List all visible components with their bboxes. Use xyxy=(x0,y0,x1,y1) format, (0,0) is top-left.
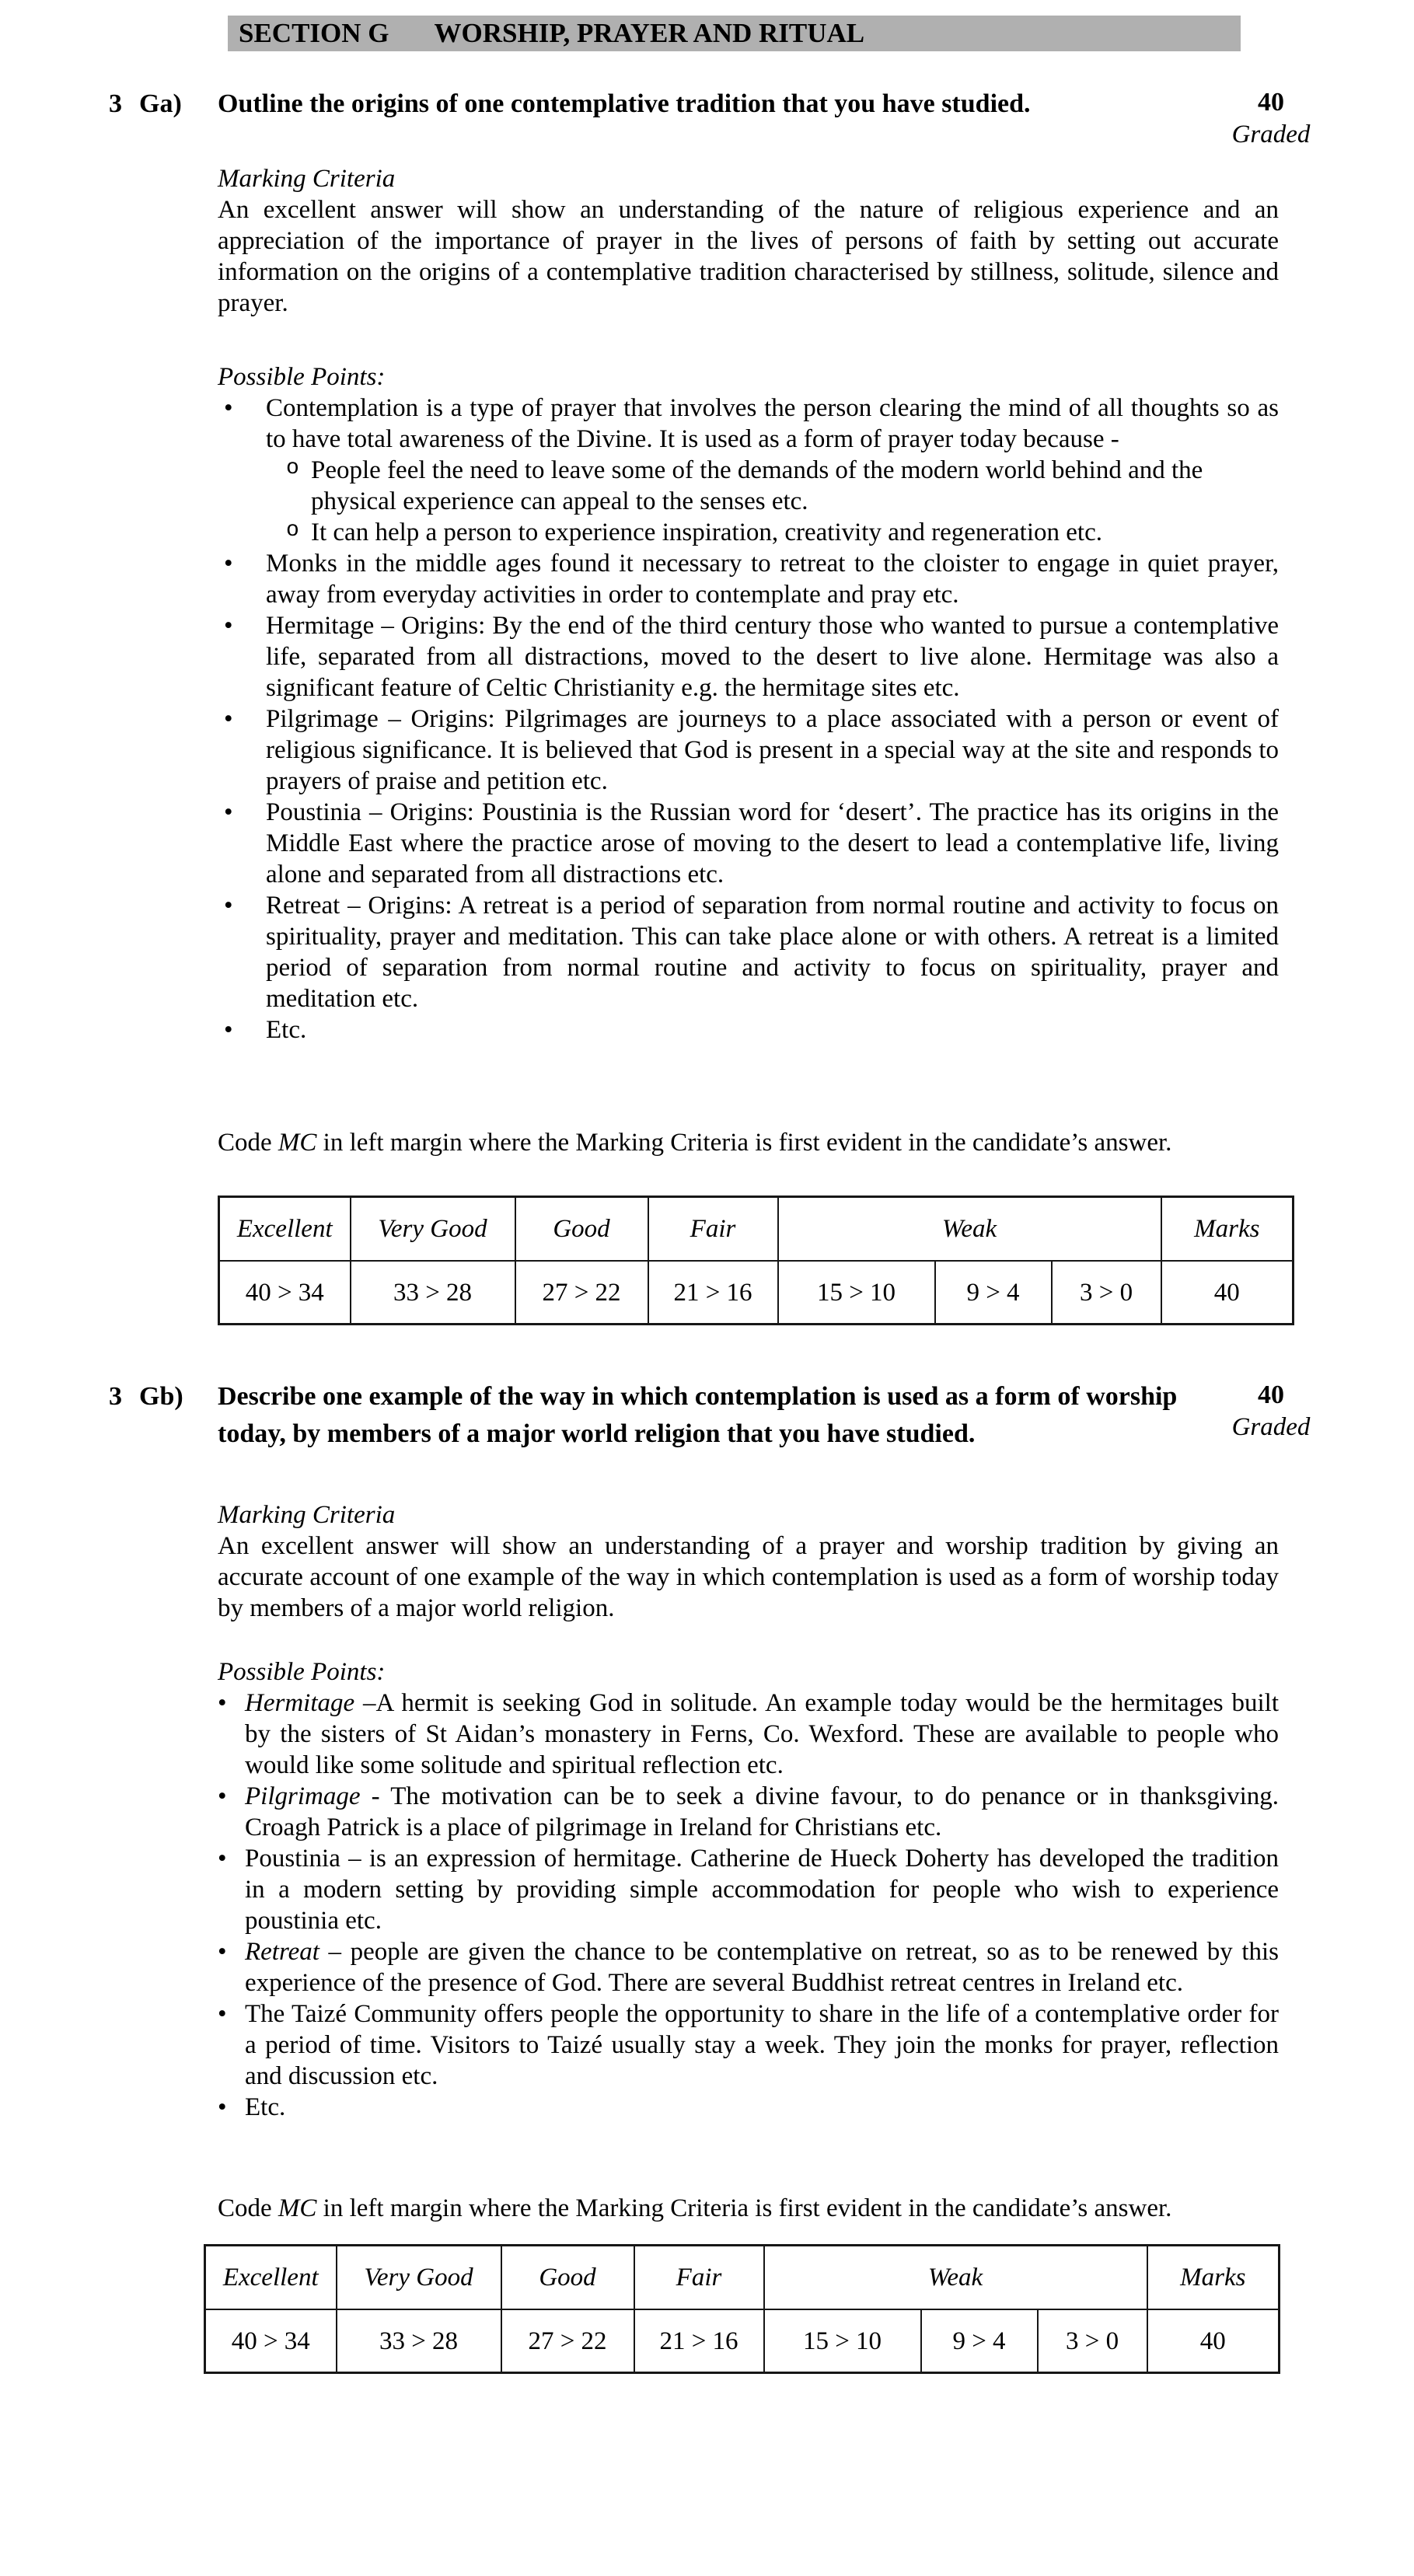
point-text: – people are given the chance to be contemplative on retreat, so as to be renewed by this experience of the presence of God. There are several Buddhist retreat centres in Ireland etc. xyxy=(245,1938,1279,1997)
possible-points-list-gb xyxy=(218,1688,1279,2123)
point-text: The Taizé Community offers people the opportunity to share in the life of a contemplative order for a period of time. Visitors to Taizé usually stay a week. They join the monks for prayer, reflection and discussion etc. xyxy=(245,2000,1279,2090)
possible-points-list-ga xyxy=(218,393,1279,1045)
circle-bullet-icon xyxy=(286,453,299,484)
grade-table-ga xyxy=(218,1196,1294,1325)
point-item xyxy=(218,610,1279,703)
possible-points-heading: Possible Points: xyxy=(218,363,386,391)
bullet-icon xyxy=(218,1843,227,1874)
possible-points-heading: Possible Points: xyxy=(218,1658,386,1686)
marking-criteria-heading: Marking Criteria xyxy=(218,165,396,193)
point-text: - The motivation can be to seek a divine favour, to do penance or in thanksgiving. Croagh Patrick is a place of pilgrimage in Ireland for Christians etc. xyxy=(245,1782,1279,1841)
point-lead: Pilgrimage xyxy=(245,1782,361,1810)
question-number-ga xyxy=(109,86,182,123)
page-content xyxy=(109,86,1311,2374)
graded-label: Graded xyxy=(1231,120,1311,148)
section-header-bar xyxy=(228,16,1241,51)
grade-table-values-row xyxy=(219,1261,1294,1325)
question-number: 3 xyxy=(109,89,122,118)
grade-range-cell: 27 > 22 xyxy=(501,2309,634,2373)
grade-range-cell: 27 > 22 xyxy=(515,1261,648,1325)
code-note-pre: Code xyxy=(218,1129,278,1157)
bullet-icon xyxy=(218,1688,227,1719)
question-number-gb xyxy=(109,1378,183,1415)
code-mc-label: MC xyxy=(278,1129,317,1157)
grade-range-cell: 15 > 10 xyxy=(778,1261,935,1325)
question-header-gb xyxy=(109,1378,1311,1453)
marking-criteria-text: An excellent answer will show an understanding of the nature of religious experience and an appreciation of the importance of prayer in the lives of persons of faith by setting out accurate information on the origins of a contemplative tradition characterised by stillness, solitude, silence and prayer. xyxy=(218,196,1279,317)
point-text: –A hermit is seeking God in solitude. An example today would be the hermitages built by the sisters of St Aidan’s monastery in Ferns, Co. Wexford. These are available to people who would like some solitude and spiritual reflection etc. xyxy=(245,1689,1279,1779)
point-item xyxy=(218,393,1279,548)
point-item xyxy=(218,2092,1279,2123)
marks-value: 40 xyxy=(1258,88,1284,117)
bullet-icon xyxy=(218,1998,227,2030)
point-item xyxy=(218,1998,1279,2092)
sub-point-text: People feel the need to leave some of the demands of the modern world behind and the physical experience can appeal to the senses etc. xyxy=(311,456,1203,515)
bullet-icon xyxy=(224,1014,233,1045)
bullet-icon xyxy=(224,610,233,641)
point-text: Pilgrimage – Origins: Pilgrimages are journeys to a place associated with a person or event of religious significance. It is believed that God is present in a special way at the site and responds to prayers of praise and petition etc. xyxy=(266,705,1279,795)
section-label: SECTION G xyxy=(239,18,389,48)
grade-range-cell: 9 > 4 xyxy=(921,2309,1038,2373)
grade-header-good: Good xyxy=(515,1197,648,1262)
bullet-icon xyxy=(224,890,233,921)
question-text-gb: Describe one example of the way in which contemplation is used as a form of worship today, by members of a major world religion that you have studied. xyxy=(218,1382,1178,1448)
marks-box-ga xyxy=(1205,86,1337,149)
grade-header-weak: Weak xyxy=(764,2246,1147,2310)
point-item xyxy=(218,1014,1279,1045)
point-lead: Retreat xyxy=(245,1938,319,1966)
point-text: Hermitage – Origins: By the end of the third century those who wanted to pursue a contemplative life, separated from all distractions, moved to the desert to live alone. Hermitage was also a significant feature of Celtic Christianity e.g. the hermitage sites etc. xyxy=(266,612,1279,702)
code-mc-label: MC xyxy=(278,2194,317,2222)
sub-point-item xyxy=(266,455,1279,517)
question-part-label: Gb) xyxy=(139,1382,183,1411)
question-text-ga: Outline the origins of one contemplative tradition that you have studied. xyxy=(218,89,1031,118)
code-mc-note xyxy=(218,1127,1279,1158)
point-item xyxy=(218,1781,1279,1843)
grade-range-cell: 40 > 34 xyxy=(219,1261,351,1325)
point-item xyxy=(218,548,1279,610)
code-note-post: in left margin where the Marking Criteria is first evident in the candidate’s answer. xyxy=(316,1129,1172,1157)
grade-range-cell: 3 > 0 xyxy=(1052,1261,1161,1325)
point-item xyxy=(218,797,1279,890)
graded-label: Graded xyxy=(1231,1413,1311,1441)
section-title: WORSHIP, PRAYER AND RITUAL xyxy=(434,18,865,48)
marks-box-gb xyxy=(1205,1378,1337,1442)
bullet-icon xyxy=(224,393,233,424)
bullet-icon xyxy=(224,548,233,579)
point-item xyxy=(218,1936,1279,1998)
code-mc-note xyxy=(218,2193,1279,2224)
sub-point-item xyxy=(266,517,1279,548)
grade-header-excellent: Excellent xyxy=(219,1197,351,1262)
bullet-icon xyxy=(224,703,233,735)
point-item xyxy=(218,890,1279,1014)
grade-header-very-good: Very Good xyxy=(351,1197,515,1262)
bullet-icon xyxy=(218,1781,227,1812)
code-note-post: in left margin where the Marking Criteria is first evident in the candidate’s answer. xyxy=(316,2194,1172,2222)
grade-table-header-row xyxy=(205,2246,1280,2310)
point-text: Retreat – Origins: A retreat is a period of separation from normal routine and activity to focus on spirituality, prayer and meditation. This can take place alone or with others. A retreat is a limited period of separation from normal routine and activity to focus on spirituality, prayer and meditation etc. xyxy=(266,892,1279,1013)
grade-range-cell: 33 > 28 xyxy=(337,2309,501,2373)
sub-point-text: It can help a person to experience inspiration, creativity and regeneration etc. xyxy=(311,518,1102,546)
grade-range-cell: 40 > 34 xyxy=(205,2309,337,2373)
question-part-label: Ga) xyxy=(139,89,182,118)
grade-header-good: Good xyxy=(501,2246,634,2310)
bullet-icon xyxy=(218,2092,227,2123)
grade-range-cell: 21 > 16 xyxy=(648,1261,778,1325)
marks-value: 40 xyxy=(1258,1380,1284,1409)
question-block-gb xyxy=(109,1378,1311,2374)
grade-marks-cell: 40 xyxy=(1147,2309,1280,2373)
grade-header-weak: Weak xyxy=(778,1197,1161,1262)
point-item xyxy=(218,703,1279,797)
point-text: Etc. xyxy=(245,2093,286,2121)
grade-header-marks: Marks xyxy=(1161,1197,1294,1262)
grade-header-very-good: Very Good xyxy=(337,2246,501,2310)
point-text: Poustinia – Origins: Poustinia is the Russian word for ‘desert’. The practice has its origins in the Middle East where the practice arose of moving to the desert to lead a contemplative life, living alone and separated from all distractions etc. xyxy=(266,798,1279,888)
marking-criteria-heading: Marking Criteria xyxy=(218,1501,396,1529)
point-text: Monks in the middle ages found it necessary to retreat to the cloister to engage in quiet prayer, away from everyday activities in order to contemplate and pray etc. xyxy=(266,550,1279,609)
bullet-icon xyxy=(224,797,233,828)
grade-range-cell: 3 > 0 xyxy=(1038,2309,1147,2373)
grade-table-header-row xyxy=(219,1197,1294,1262)
point-text: Contemplation is a type of prayer that involves the person clearing the mind of all thoughts so as to have total awareness of the Divine. It is used as a form of prayer today because - xyxy=(266,394,1279,453)
grade-table-gb xyxy=(204,2244,1280,2374)
grade-range-cell: 15 > 10 xyxy=(764,2309,921,2373)
question-header-ga xyxy=(109,86,1311,148)
circle-bullet-icon xyxy=(286,515,299,546)
grade-table-values-row xyxy=(205,2309,1280,2373)
sub-points-list xyxy=(266,455,1279,548)
point-item xyxy=(218,1688,1279,1781)
point-lead: Hermitage xyxy=(245,1689,355,1717)
marking-criteria-text: An excellent answer will show an understanding of a prayer and worship tradition by giving an accurate account of one example of the way in which contemplation is used as a form of worship today by members of a major world religion. xyxy=(218,1532,1279,1622)
grade-range-cell: 33 > 28 xyxy=(351,1261,515,1325)
point-item xyxy=(218,1843,1279,1936)
grade-header-fair: Fair xyxy=(634,2246,764,2310)
point-text: Poustinia – is an expression of hermitage. Catherine de Hueck Doherty has developed the tradition in a modern setting by providing simple accommodation for people who wish to experience poustinia etc. xyxy=(245,1845,1279,1935)
grade-header-marks: Marks xyxy=(1147,2246,1280,2310)
code-note-pre: Code xyxy=(218,2194,278,2222)
question-number: 3 xyxy=(109,1382,122,1411)
bullet-icon xyxy=(218,1936,227,1967)
grade-range-cell: 21 > 16 xyxy=(634,2309,764,2373)
grade-marks-cell: 40 xyxy=(1161,1261,1294,1325)
grade-header-excellent: Excellent xyxy=(205,2246,337,2310)
point-text: Etc. xyxy=(266,1016,307,1044)
grade-range-cell: 9 > 4 xyxy=(935,1261,1052,1325)
question-block-ga xyxy=(109,86,1311,1325)
grade-header-fair: Fair xyxy=(648,1197,778,1262)
